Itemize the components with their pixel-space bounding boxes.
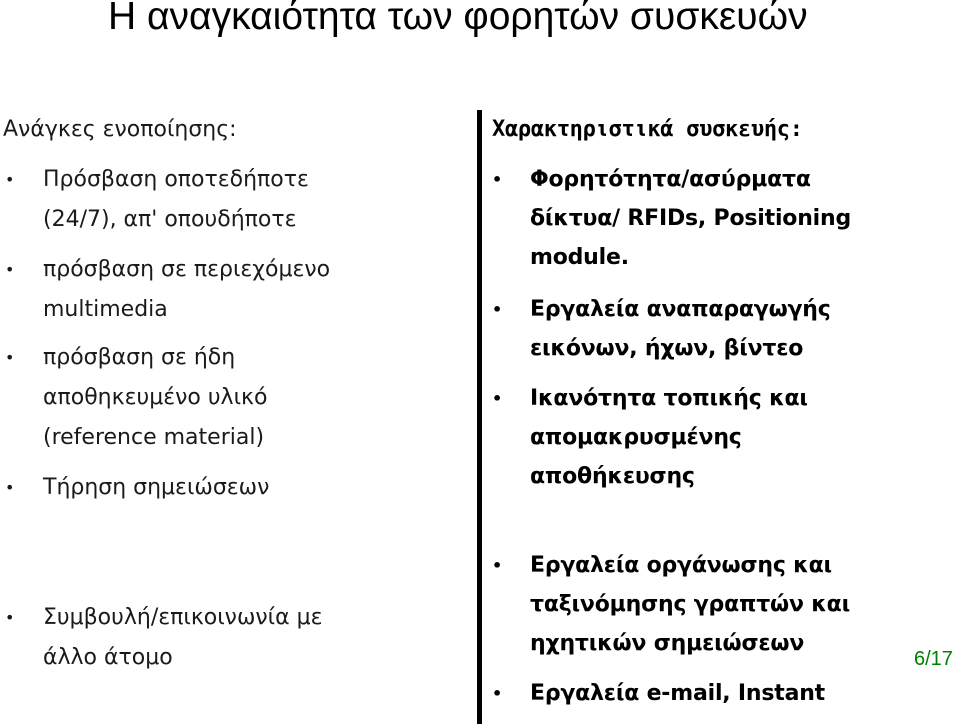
right-column-heading: Χαρακτηριστικά συσκευής:	[492, 117, 803, 142]
bullet-icon: •	[5, 608, 15, 627]
list-item-text: Ικανότητα τοπικής και απομακρυσμένης αποθήκευσης	[530, 386, 808, 489]
list-item-text: Φορητότητα/ασύρματα δίκτυα/ RFIDs, Positioning module.	[530, 167, 852, 270]
list-item-text: Τήρηση σημειώσεων	[43, 475, 270, 500]
list-item-text: Εργαλεία οργάνωσης και ταξινόμησης γραπτών και ηχητικών σημειώσεων	[530, 553, 850, 656]
bullet-icon: •	[492, 684, 503, 703]
list-item-text: Εργαλεία αναπαραγωγής εικόνων, ήχων, βίντεο	[530, 297, 831, 361]
list-item-text: πρόσβαση σε ήδη αποθηκευμένο υλικό (reference material)	[43, 345, 268, 450]
list-item-text: Εργαλεία e-mail, Instant	[530, 681, 825, 706]
list-item-text: πρόσβαση σε περιεχόμενο multimedia	[43, 257, 331, 322]
bullet-icon: •	[5, 260, 15, 279]
list-item-text: Πρόσβαση οποτεδήποτε (24/7), απ' οπουδήποτε	[43, 167, 309, 232]
left-column-heading: Ανάγκες ενοποίησης:	[3, 117, 237, 142]
bullet-icon: •	[492, 170, 503, 189]
slide-title: Η αναγκαιότητα των φορητών συσκευών	[108, 0, 808, 38]
bullet-icon: •	[5, 478, 15, 497]
list-item-text: Συμβουλή/επικοινωνία με άλλο άτομο	[43, 605, 323, 670]
bullet-icon: •	[492, 389, 503, 408]
bullet-icon: •	[492, 300, 503, 319]
bullet-icon: •	[5, 170, 15, 189]
bullet-icon: •	[492, 556, 503, 575]
column-divider	[477, 110, 482, 724]
bullet-icon: •	[5, 348, 15, 367]
slide-number: 6/17	[914, 648, 953, 670]
